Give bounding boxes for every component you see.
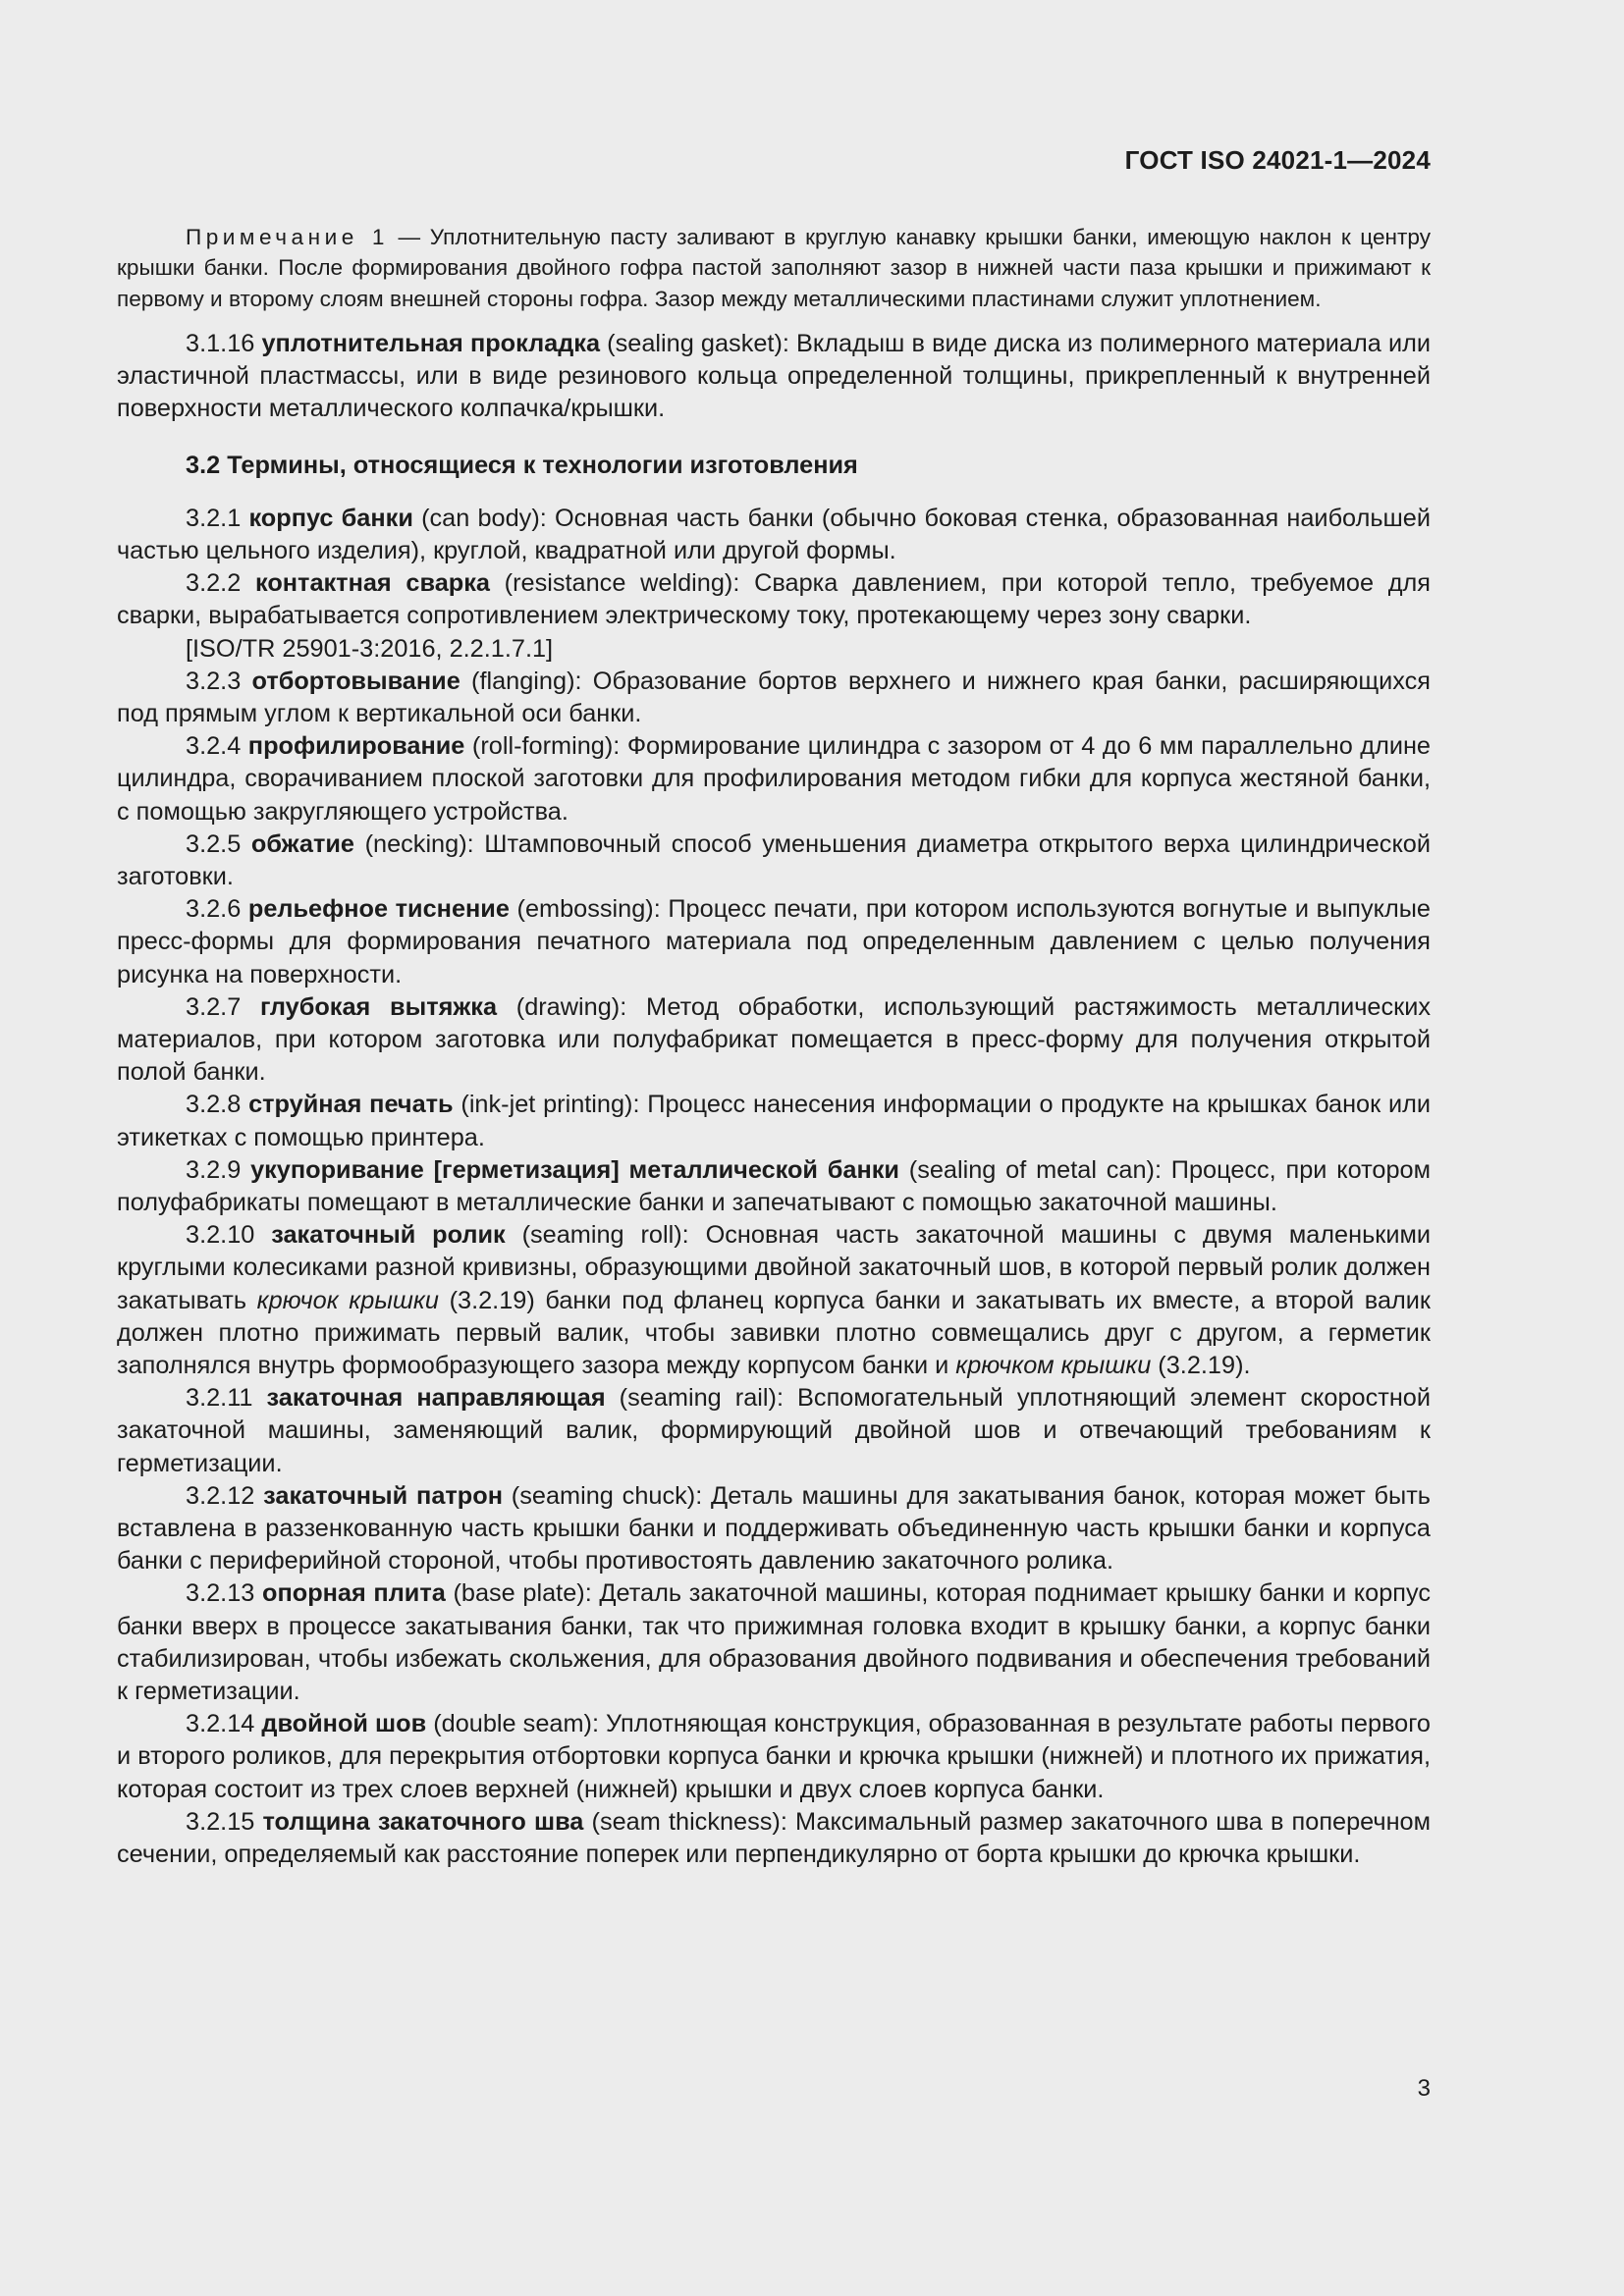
term-number: 3.2.12 — [186, 1481, 264, 1510]
term-definition: (base plate): Деталь закаточной машины, которая поднимает крышку банки и корпус банки вверх в процессе закатывания банки, так что прижимная головка входит в крышку банки, а корпус банки стабилизирован, чтобы избежать скольжения, для образования двойного подвивания и обеспечения требований к герметизации. — [117, 1579, 1431, 1706]
term-definition: (drawing): Метод обработки, использующий растяжимость металлических материалов, при котором заготовка или полуфабрикат помещается в пресс-форму для получения открытой полой банки. — [117, 992, 1431, 1087]
term-definition: (seaming rail): Вспомогательный уплотняющий элемент скоростной закаточной машины, заменяющий валик, формирующий двойной шов и отвечающий требованиям к герметизации. — [117, 1384, 1431, 1477]
term-3-2-5 — [117, 828, 1431, 893]
note-1 — [117, 222, 1431, 314]
term-definition: (sealing of metal can): Процесс, при котором полуфабрикаты помещают в металлические банки и запечатывают с помощью закаточной машины. — [117, 1155, 1431, 1216]
term-definition: (embossing): Процесс печати, при котором используются вогнутые и выпуклые пресс-формы для формирования печатного материала под определенным давлением с целью получения рисунка на поверхности. — [117, 895, 1431, 988]
term-reference-a: крючок крышки — [256, 1286, 439, 1314]
term-3-2-15 — [117, 1806, 1431, 1871]
term-definition: (flanging): Образование бортов верхнего и нижнего края банки, расширяющихся под прямым углом к вертикальной оси банки. — [117, 667, 1431, 727]
term-definition: (ink-jet printing): Процесс нанесения информации о продукте на крышках банок или этикетках с помощью принтера. — [117, 1091, 1432, 1151]
term-3-2-1 — [117, 503, 1431, 567]
term-reference-b: крючком крышки — [955, 1351, 1152, 1379]
term-3-2-12 — [117, 1480, 1431, 1578]
term-number: 3.2.5 — [186, 829, 251, 858]
document-code: ГОСТ ISO 24021-1—2024 — [1124, 145, 1431, 175]
term-3-2-13 — [117, 1577, 1431, 1708]
term-name: закаточный патрон — [263, 1481, 503, 1510]
term-3-2-4 — [117, 730, 1431, 828]
term-definition: (seam thickness): Максимальный размер закаточного шва в поперечном сечении, определяемый как расстояние поперек или перпендикулярно от борта крышки до крючка крышки. — [117, 1807, 1431, 1869]
term-3-2-6 — [117, 893, 1431, 991]
term-3-2-14 — [117, 1708, 1431, 1806]
term-definition-part-c: (3.2.19). — [1151, 1351, 1251, 1379]
term-name: рельефное тиснение — [247, 895, 510, 924]
term-definition-part-a: (seaming roll): Основная часть закаточной машины с двумя маленькими круглыми колесиками разной кривизны, образующими двойной закаточный шов, в которой первый ролик должен закатывать — [117, 1221, 1431, 1314]
term-definition: (necking): Штамповочный способ уменьшения диаметра открытого верха цилиндрической заготовки. — [117, 829, 1431, 890]
term-name: контактная сварка — [255, 569, 490, 598]
term-3-2-8 — [117, 1089, 1431, 1153]
term-number: 3.2.9 — [186, 1155, 251, 1184]
document-body — [117, 222, 1431, 1871]
note-text: — Уплотнительную пасту заливают в круглую канавку крышки банки, имеющую наклон к центру крышки банки. После формирования двойного гофра пастой заполняют зазор в нижней части паза крышки и прижимают к первому и второму слоям внешней стороны гофра. Зазор между металлическими пластинами служит уплотнением. — [117, 225, 1431, 311]
term-number: 3.2.3 — [186, 667, 252, 695]
term-name: профилирование — [247, 732, 465, 761]
term-number: 3.2.8 — [186, 1091, 249, 1119]
term-name: закаточный ролик — [271, 1221, 506, 1250]
term-name: отбортовывание — [251, 667, 460, 695]
term-definition: (resistance welding): Сварка давлением, при которой тепло, требуемое для сварки, вырабатывается сопротивлением электрическому току, протекающему через зону сварки. — [117, 569, 1431, 630]
term-number: 3.2.7 — [186, 992, 261, 1021]
term-definition: (seaming chuck): Деталь машины для закатывания банок, которая может быть вставлена в раззенкованную часть крышки банки и поддерживать объединенную часть крышки банки и корпуса банки с периферийной стороной, чтобы противостоять давлению закаточного ролика. — [117, 1481, 1431, 1575]
term-name: обжатие — [250, 829, 354, 858]
term-number: 3.2.4 — [186, 732, 248, 761]
note-label: Примечание 1 — [186, 225, 389, 249]
term-3-2-7 — [117, 991, 1431, 1090]
term-3-2-9 — [117, 1154, 1431, 1219]
term-3-2-2 — [117, 567, 1431, 632]
term-3-2-11 — [117, 1382, 1431, 1480]
term-name: корпус банки — [248, 504, 413, 532]
page-number: 3 — [1417, 2075, 1431, 2102]
term-number: 3.2.11 — [186, 1384, 267, 1413]
term-number: 3.2.14 — [186, 1710, 262, 1738]
section-3-2-title: 3.2 Термины, относящиеся к технологии изготовления — [186, 451, 858, 479]
term-number: 3.2.2 — [186, 569, 255, 598]
term-name: глубокая вытяжка — [260, 992, 498, 1021]
term-number: 3.2.6 — [186, 895, 248, 924]
term-number: 3.2.13 — [186, 1579, 263, 1608]
term-definition: (sealing gasket): Вкладыш в виде диска из полимерного материала или эластичной пластмассы, или в виде резинового кольца определенной толщины, прикрепленный к внутренней поверхности металлического колпачка/крышки. — [117, 329, 1431, 423]
term-name: опорная плита — [262, 1579, 446, 1608]
term-3-1-16 — [117, 328, 1431, 426]
term-number: 3.2.10 — [186, 1221, 272, 1250]
term-3-2-10 — [117, 1219, 1431, 1382]
term-name: толщина закаточного шва — [262, 1807, 584, 1836]
term-number: 3.1.16 — [186, 329, 262, 357]
term-definition: (can body): Основная часть банки (обычно боковая стенка, образованная наибольшей частью цельного изделия), круглой, квадратной или другой формы. — [117, 504, 1432, 564]
term-name: закаточная направляющая — [266, 1384, 606, 1413]
term-name: двойной шов — [261, 1710, 427, 1738]
term-definition: (double seam): Уплотняющая конструкция, образованная в результате работы первого и второго роликов, для перекрытия отбортовки корпуса банки и крючка крышки (нижней) и плотного их прижатия, которая состоит из трех слоев верхней (нижней) крышки и двух слоев корпуса банки. — [117, 1710, 1431, 1803]
term-name: струйная печать — [248, 1091, 454, 1119]
term-definition-part-b: (3.2.19) банки под фланец корпуса банки и закатывать их вместе, а второй валик должен плотно прижимать первый валик, чтобы завивки плотно совмещались друг с другом, а герметик заполнялся внутрь формообразующего зазора между корпусом банки и — [117, 1286, 1431, 1379]
term-3-2-2-source: [ISO/TR 25901-3:2016, 2.2.1.7.1] — [186, 634, 554, 663]
term-3-2-3 — [117, 666, 1431, 730]
term-name: укупоривание [герметизация] металлической банки — [250, 1155, 899, 1184]
term-definition: (roll-forming): Формирование цилиндра с зазором от 4 до 6 мм параллельно длине цилиндра, сворачиванием плоской заготовки для профилирования методом гибки для корпуса жестяной банки, с помощью закругляющего устройства. — [117, 732, 1431, 826]
term-number: 3.2.1 — [186, 504, 249, 532]
term-name: уплотнительная прокладка — [261, 329, 601, 357]
term-number: 3.2.15 — [186, 1807, 263, 1836]
